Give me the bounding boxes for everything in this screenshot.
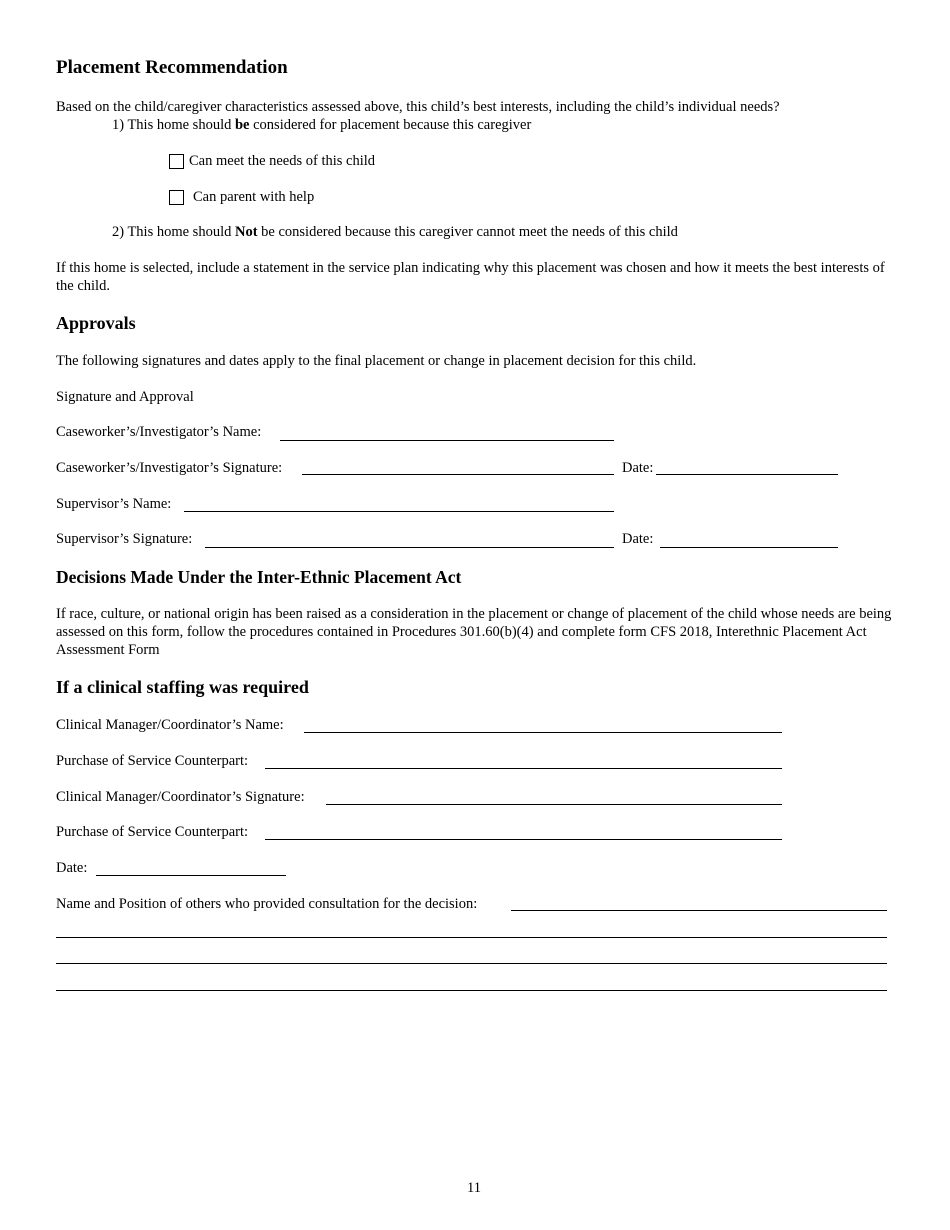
others-consultation-line-3[interactable] — [56, 963, 887, 964]
option-1-bold: be — [234, 117, 250, 133]
ieap-title: Decisions Made Under the Inter-Ethnic Placement Act — [56, 567, 462, 587]
purchase-counterpart-2-field[interactable] — [265, 839, 782, 840]
others-consultation-line-2[interactable] — [56, 937, 887, 938]
option-2-bold: Not — [234, 224, 258, 240]
option-2-pre: 2) This home should — [112, 224, 235, 240]
ieap-text: If race, culture, or national origin has been raised as a consideration in the placement or change of placement of the child whose needs are being assessed on this form, follow the procedures contained in Procedures 301.60(b)(4) and complete form CFS 2018, Interethnic Placement Act Assessment Form — [56, 606, 892, 658]
page-number: 11 — [467, 1180, 481, 1196]
caseworker-signature-label: Caseworker’s/Investigator’s Signature: — [56, 460, 283, 476]
supervisor-signature-field[interactable] — [205, 547, 614, 548]
purchase-counterpart-1-field[interactable] — [265, 768, 782, 769]
caseworker-date-field[interactable] — [656, 474, 838, 475]
clinical-manager-name-label: Clinical Manager/Coordinator’s Name: — [56, 717, 284, 733]
clinical-title: If a clinical staffing was required — [56, 677, 309, 697]
clinical-date-label: Date: — [56, 860, 88, 876]
caseworker-signature-field[interactable] — [302, 474, 614, 475]
option-1-pre: 1) This home should — [112, 117, 235, 133]
checkbox-parent-with-help[interactable] — [169, 190, 184, 205]
placement-title: Placement Recommendation — [56, 57, 288, 78]
clinical-manager-signature-label: Clinical Manager/Coordinator’s Signature: — [56, 789, 305, 805]
clinical-date-field[interactable] — [96, 875, 286, 876]
option-2-post: be considered because this caregiver cannot meet the needs of this child — [257, 224, 678, 240]
clinical-manager-name-field[interactable] — [304, 732, 782, 733]
supervisor-signature-label: Supervisor’s Signature: — [56, 531, 193, 547]
supervisor-date-label: Date: — [622, 531, 654, 547]
clinical-manager-signature-field[interactable] — [326, 804, 782, 805]
checkbox-parent-with-help-label: Can parent with help — [193, 189, 315, 205]
others-consultation-label: Name and Position of others who provided consultation for the decision: — [56, 896, 478, 912]
placement-intro: Based on the child/caregiver characteristics assessed above, this child’s best interests, including the child’s individual needs? — [56, 99, 780, 115]
signature-approval-heading: Signature and Approval — [56, 389, 194, 405]
approvals-intro: The following signatures and dates apply to the final placement or change in placement decision for this child. — [56, 353, 697, 369]
supervisor-name-field[interactable] — [184, 511, 614, 512]
others-consultation-field[interactable] — [511, 910, 887, 911]
supervisor-date-field[interactable] — [660, 547, 838, 548]
option-1-post: considered for placement because this caregiver — [249, 117, 532, 133]
caseworker-name-label: Caseworker’s/Investigator’s Name: — [56, 424, 262, 440]
caseworker-name-field[interactable] — [280, 440, 614, 441]
checkbox-can-meet-needs-label: Can meet the needs of this child — [189, 153, 376, 169]
others-consultation-line-4[interactable] — [56, 990, 887, 991]
purchase-counterpart-2-label: Purchase of Service Counterpart: — [56, 824, 249, 840]
option-1 — [112, 116, 531, 134]
placement-note: If this home is selected, include a statement in the service plan indicating why this placement was chosen and how it meets the best interests of the child. — [56, 260, 885, 294]
option-2 — [112, 223, 678, 241]
checkbox-can-meet-needs[interactable] — [169, 154, 184, 169]
approvals-title: Approvals — [56, 313, 136, 333]
purchase-counterpart-1-label: Purchase of Service Counterpart: — [56, 753, 249, 769]
supervisor-name-label: Supervisor’s Name: — [56, 496, 172, 512]
caseworker-date-label: Date: — [622, 460, 654, 476]
